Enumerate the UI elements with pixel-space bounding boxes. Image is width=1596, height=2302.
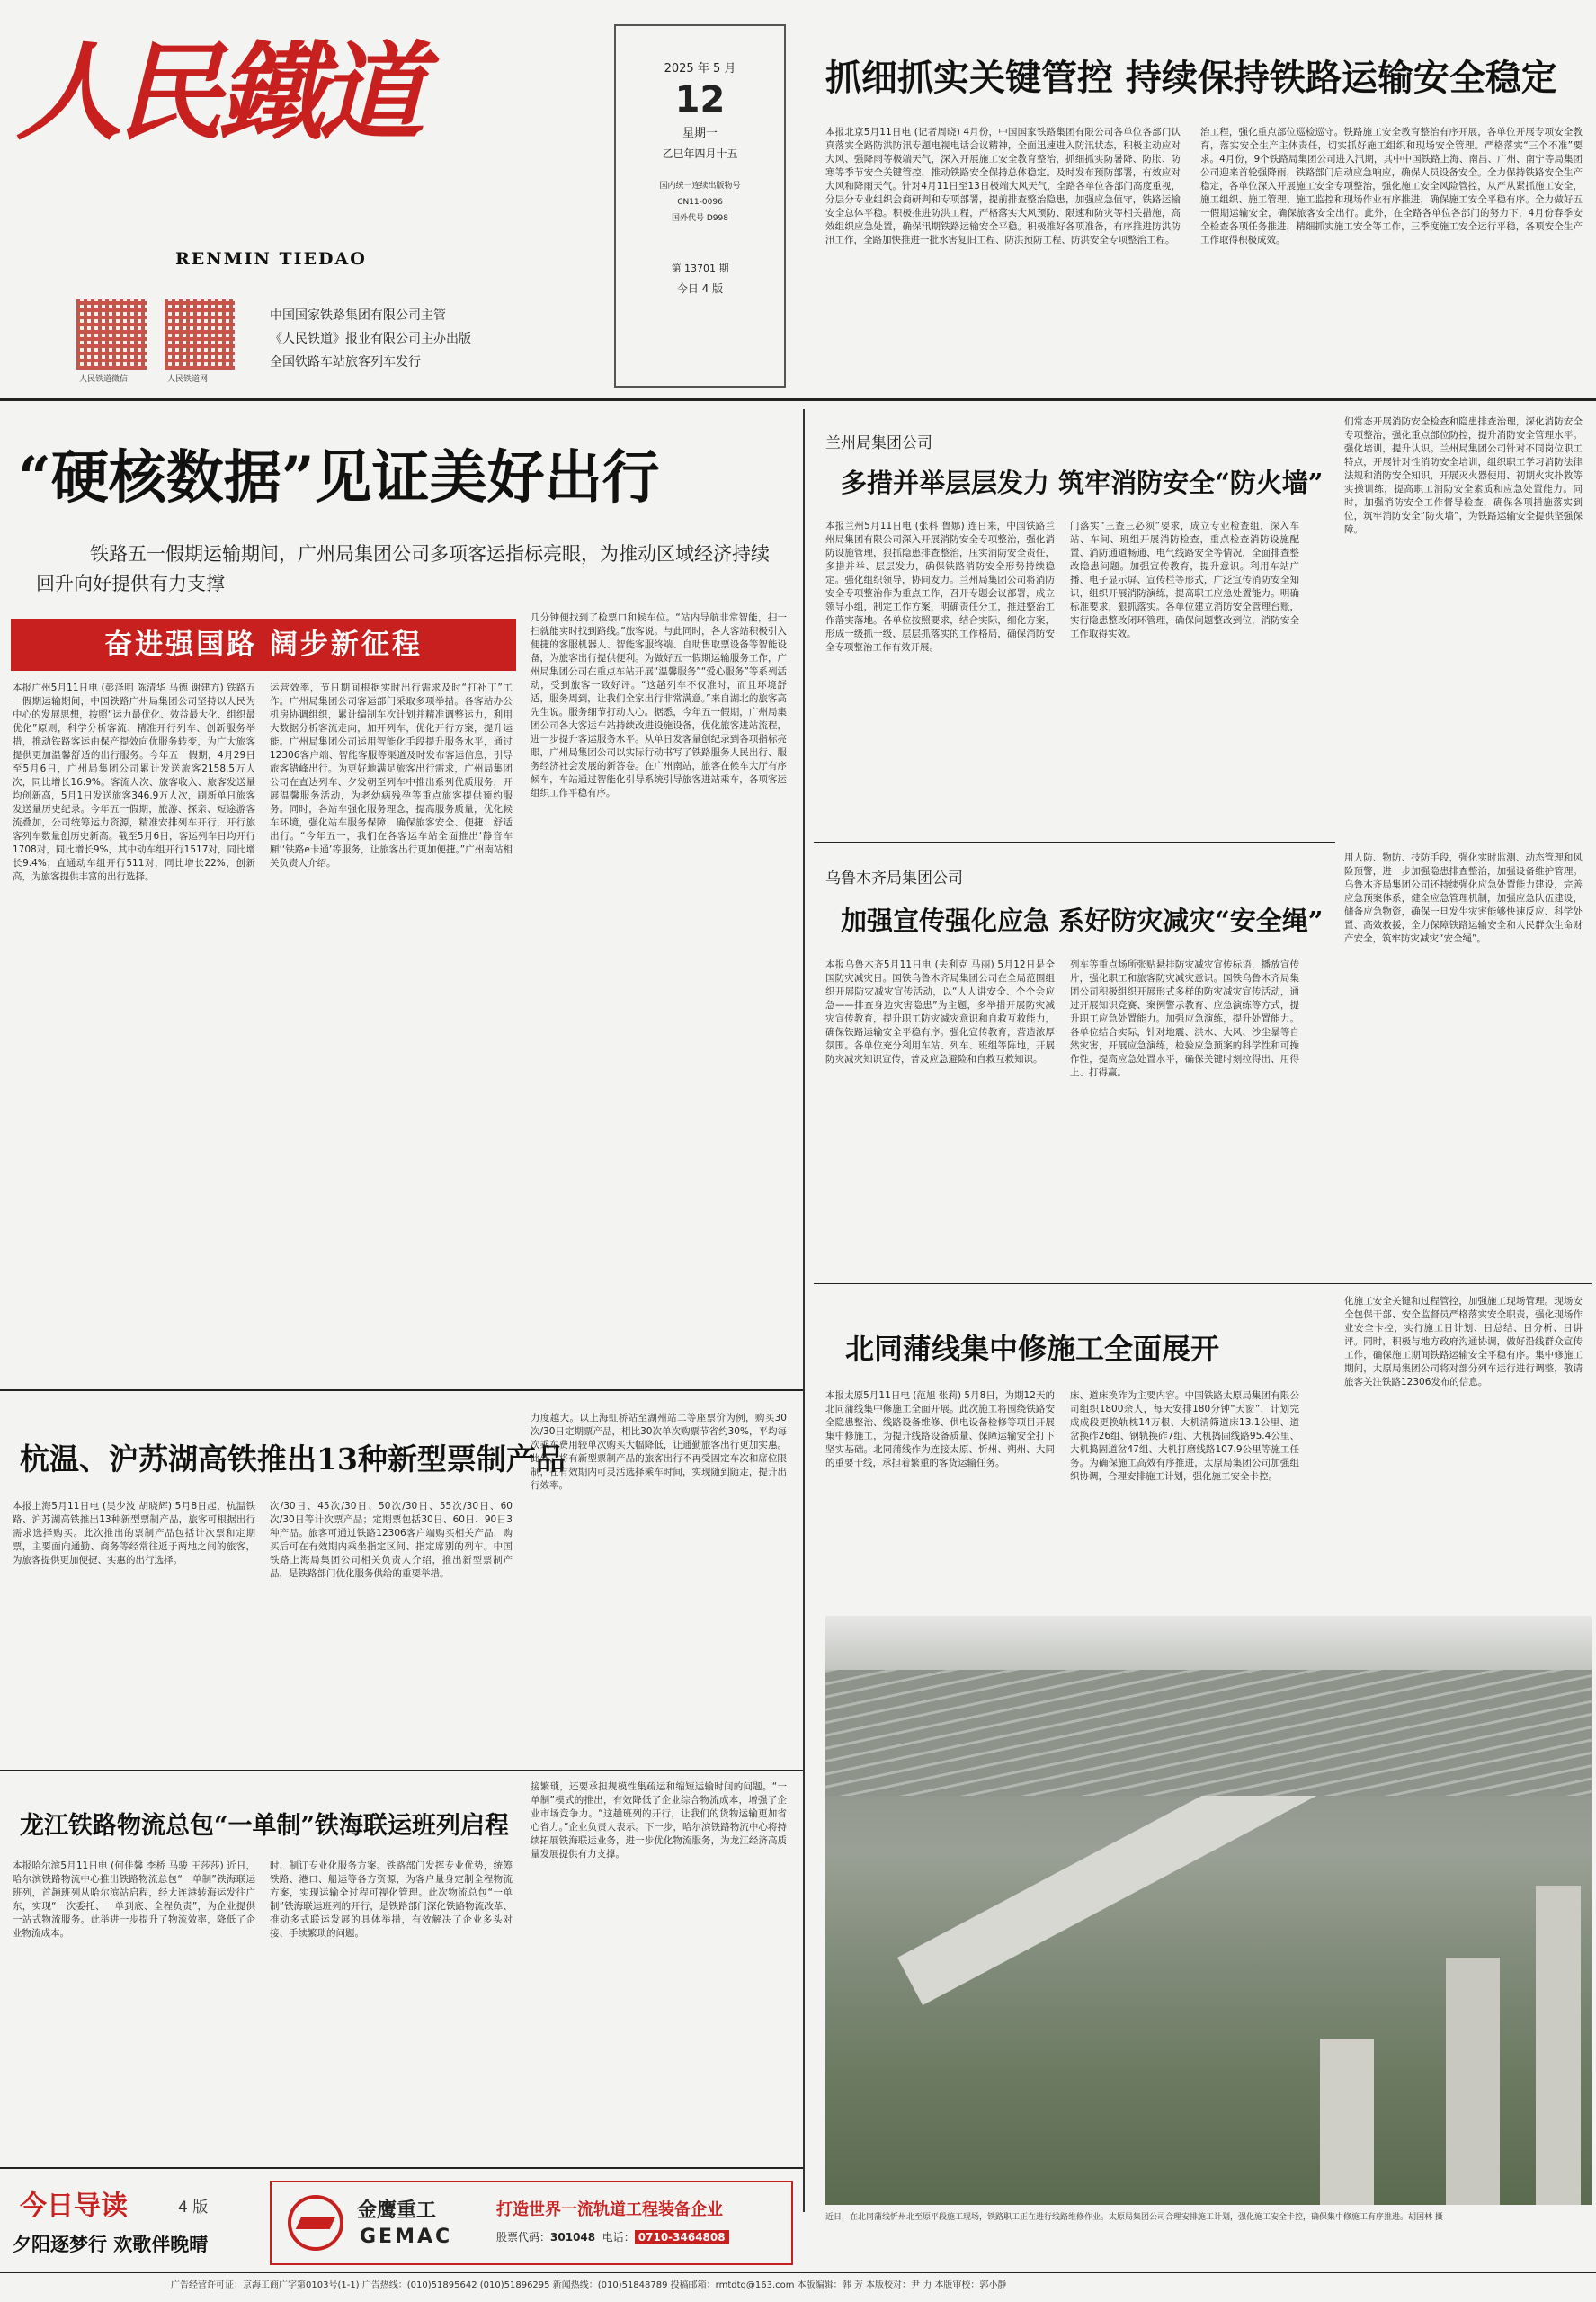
urumqi-col1: 本报乌鲁木齐5月11日电 (夫利克 马丽) 5月12日是全国防灾减灾日。国铁乌鲁木齐局集团公司在全局范围组织开展防灾减灾宣传活动，以“人人讲安全、个个会应急——排查身边灾害隐患”为主题，多举措开展防灾减灾宣传教育，提升职工防灾减灾意识和自救互救能力，确保铁路运输安全平稳有序。强化宣传教育，营造浓厚氛围。各单位充分利用车站、列车、班组等阵地，开展防灾减灾知识宣传，普及应急避险和自救互救知识。 [825,959,1055,1065]
ad-phone: 0710-3464808 [635,2230,729,2244]
ad-stock-label: 股票代码： [496,2231,551,2244]
publication-code: 国内统一连续出版物号 [659,182,741,191]
masthead-pinyin: RENMIN TIEDAO [175,249,367,269]
ad-slogan: 打造世界一流轨道工程装备企业 [496,2200,723,2219]
bridge-pier [1320,2039,1374,2205]
ad-brand-cn: 金鹰重工 [357,2199,437,2222]
ad-stock-code: 301048 [550,2231,596,2244]
wechat-qr-icon [76,299,147,370]
main-headline: “硬核数据”见证美好出行 [18,444,660,512]
footer-divider [0,2272,1596,2273]
longjiang-col2: 时、制订专业化服务方案。铁路部门发挥专业优势，统筹铁路、港口、船运等各方资源，为客户量身定制全程物流方案，实现运输全过程可视化管理。此次物流总包“一单制”铁海联运班列的开行，是铁路部门深化铁路物流改革、推动多式联运发展的具体举措，有效解决了企业多头对接、手续繁琐的问题。 [270,1860,513,1939]
lanzhou-col1: 本报兰州5月11日电 (张科 鲁娜) 连日来，中国铁路兰州局集团有限公司深入开展消防安全专项整治，强化消防设施管理，狠抓隐患排查整治，压实消防安全责任，多措并举、层层发力，确保铁路消防安全形势持续稳定。强化组织领导，协同发力。兰州局集团公司将消防安全专项整治作为重点工作，召开专题会议部署，成立领导小组，制定工作方案，明确责任分工，推进整治工作落实落地。各单位按照要求，结合实际，细化方案，形成一级抓一级、层层抓落实的工作格局，确保消防安全专项整治工作有效开展。 [825,521,1055,653]
ad-phone-label: 电话： [602,2231,635,2244]
bridge-pier [1536,1886,1581,2205]
urumqi-col3: 用人防、物防、技防手段，强化实时监测、动态管理和风险预警，进一步加强隐患排查整治，加强设备维护管理。乌鲁木齐局集团公司还持续强化应急处置能力建设，完善应急预案体系，健全应急管理机制，加强应急队伍建设，储备应急物资，确保一旦发生灾害能够快速反应、科学处置、高效救援，全力保障铁路运输安全和人民群众生命财产安全，筑牢防灾减灾“安全绳”。 [1344,852,1583,944]
rail-yard [825,1670,1592,1796]
urumqi-col2: 列车等重点场所张贴悬挂防灾减灾宣传标语，播放宣传片，强化职工和旅客防灾减灾意识。国铁乌鲁木齐局集团公司积极组织开展形式多样的防灾减灾宣传活动，通过开展知识竞赛、案例警示教育、应急演练等方式，提升职工应急处置能力。加强应急演练，提升处置能力。各单位结合实际，针对地震、洪水、大风、沙尘暴等自然灾害，开展应急演练，检验应急预案的科学性和可操作性，提高应急处置水平，确保关键时刻拉得出、用得上、打得赢。 [1070,959,1299,1078]
beitong-col3: 化施工安全关键和过程管控，加强施工现场管理。现场安全包保干部、安全监督员严格落实安全职责，强化现场作业安全卡控，实行施工日计划、日总结、日分析、日讲评。同时，积极与地方政府沟通协调，做好沿线群众宣传工作，确保施工期间铁路运输安全平稳有序。集中修施工期间，太原局集团公司将对部分列车运行进行调整，敬请旅客关注铁路12306发布的信息。 [1344,1296,1583,1387]
footer-info: 广告经营许可证：京海工商广字第0103号(1-1) 广告热线：(010)51895642 (010)51896295 新闻热线：(010)51848789 投稿邮箱：rmtdtg@163.com 本版编辑：韩 芳 本版校对：尹 力 本版审校：郭小静 [171,2280,1007,2290]
main-col3: 几分钟便找到了检票口和候车位。“站内导航非常智能，扫一扫就能实时找到路线。”旅客说。与此同时，各大客站积极引入便捷的客服机器人、智能客服终端、自助售取票设备等智能设备，为旅客出行提供便利。为做好五一假期运输服务工作，广州局集团公司在重点车站开展“温馨服务”“爱心服务”等系列活动，受到旅客一致好评。“这趟列车不仅准时，而且环境舒适，服务周到，让我们全家出行非常满意。”来自湖北的旅客高先生说。服务细节打动人心。据悉，今年五一假期，广州局集团公司各大客运车站持续改进设施设备，优化旅客进站流程，进一步提升客运服务水平。从单日发客量创纪录到各项指标亮眼，广州局集团公司以实际行动书写了铁路服务人民出行、服务经济社会发展的新答卷。在广州南站，旅客在候车大厅有序候车，车站通过智能化引导系统引导旅客进站乘车，各项客运组织工作平稳有序。 [531,612,787,799]
beitong-headline: 北同蒲线集中修施工全面展开 [845,1332,1220,1366]
hangwen-headline: 杭温、沪苏湖高铁推出13种新型票制产品 [20,1441,566,1477]
lanzhou-col2: 门落实“三查三必须”要求，成立专业检查组，深入车站、车间、班组开展消防检查，重点检查消防设施配置、消防通道畅通、电气线路安全等情况，全面排查整改隐患问题。加强宣传教育，提升意识。利用车站广播、电子显示屏、宣传栏等形式，广泛宣传消防安全知识，组织开展消防演练，提高职工应急处置能力。明确标准要求，狠抓落实。各单位建立消防安全管理台账，实行隐患整改闭环管理，确保问题整改到位，消防安全工作取得实效。 [1070,521,1299,639]
ad-brand-en: GEMAC [360,2226,453,2248]
weekday: 星期一 [682,127,718,140]
cn-number: CN11-0096 [677,198,723,207]
hangwen-col2: 次/30日、45次/30日、50次/30日、55次/30日、60次/30日等计次票产品；定期票包括30日、60日、90日3种产品。旅客可通过铁路12306客户端购买相关产品，购买后可在有效期内乘坐指定区间、指定席别的列车。中国铁路上海局集团公司相关负责人介绍，推出新型票制产品，是铁路部门优化服务供给的重要举措。 [270,1501,513,1579]
urumqi-section: 乌鲁木齐局集团公司 [825,870,963,888]
column-divider [803,409,805,2212]
photo-caption: 近日，在北同蒲线忻州北至原平段施工现场，铁路职工正在进行线路维修作业。太原局集团公司合理安排施工计划，强化施工安全卡控，确保集中修施工有序推进。胡国林 摄 [825,2213,1443,2222]
longjiang-col1: 本报哈尔滨5月11日电 (何佳馨 李桥 马骏 王莎莎) 近日，哈尔滨铁路物流中心推出铁路物流总包“一单制”铁海联运班列，首趟班列从哈尔滨站启程，经大连港转海运发往广东，实现“一次委托、一单到底、全程负责”，为企业提供一站式物流服务。此举进一步提升了物流效率，降低了企业物流成本。 [13,1860,255,1939]
qr1-label: 人民铁道微信 [79,375,129,384]
today-guide-page: 4 版 [178,2199,209,2217]
foreign-code: 国外代号 D998 [672,214,728,223]
publisher-line: 中国国家铁路集团有限公司主管 [270,308,446,323]
masthead-divider [0,398,1596,401]
section-divider [0,1770,803,1771]
beitong-col2: 床、道床换砟为主要内容。中国铁路太原局集团有限公司组织1800余人，每天安排180分钟“天窗”，计划完成成段更换轨枕14万根、大机清筛道床13.1公里、道岔换砟26组、钢轨换砟7组、大机捣固线路95.4公里、大机捣固道岔47组、大机打磨线路107.9公里等施工任务。为确保施工高效有序推进，太原局集团公司加强组织协调，合理安排施工计划，强化施工安全卡控。 [1070,1390,1299,1482]
section-divider [814,1283,1592,1284]
today-guide-item[interactable]: 夕阳逐梦行 欢歌伴晚晴 [13,2233,209,2255]
lanzhou-col3: 们常态开展消防安全检查和隐患排查治理，深化消防安全专项整治，强化重点部位防控，提升消防安全管理水平。强化培训，提升认识。兰州局集团公司针对不同岗位职工特点，开展针对性消防安全培训，组织职工学习消防法律法规和消防安全知识，开展灭火器使用、初期火灾扑救等实操训练，提高职工消防安全素质和应急处置能力。同时，加强消防安全工作督导检查，确保各项措施落实到位，筑牢消防安全“防火墙”，为铁路运输安全提供坚强保障。 [1344,416,1583,535]
gemac-advertisement [270,2181,793,2265]
bottom-divider [0,2167,803,2169]
date-day: 12 [674,79,726,120]
main-subhead: 铁路五一假期运输期间，广州局集团公司多项客运指标亮眼，为推动区域经济持续回升向好提供有力支撑 [36,543,770,594]
eagle-icon [296,2217,336,2229]
section-divider [0,1389,803,1391]
publisher-line: 《人民铁道》报业有限公司主办出版 [270,332,471,346]
today-guide-label: 今日导读 [20,2190,128,2222]
lanzhou-section: 兰州局集团公司 [825,434,932,452]
bridge-pier [1446,1958,1500,2205]
lanzhou-headline: 多措并举层层发力 筑牢消防安全“防火墙” [841,468,1324,498]
gemac-logo-icon [288,2195,343,2251]
section-divider [814,842,1335,843]
date-box [614,24,786,388]
date-year-month: 2025 年 5 月 [664,62,736,76]
main-col1: 本报广州5月11日电 (彭泽明 陈清华 马德 谢建方) 铁路五一假期运输期间，中国铁路广州局集团公司坚持以人民为中心的发展思想，按照“运力最优化、效益最大化、组织最优化”原则，科学分析客流、精准开行列车、创新服务举措，推动铁路客运由保产提效向优服务转变，为广大旅客提供更加温馨舒适的出行服务。今年五一假期，4月29日至5月6日，广州局集团公司累计发送旅客2158.5万人次，同比增长16.9%。客流人次、旅客收入、旅客发送量均创新高，5月1日发送旅客346.9万人次，刷新单日旅客发送量历史纪录。今年五一假期，旅游、探亲、短途游客流叠加，公司统筹运力资源，精准安排列车开行，开行旅客列车数量创历史新高。截至5月6日，客运列车日均开行1708对，同比增长9%，其中动车组开行1517对，同比增长9.4%；直通动车组开行511对，同比增长22%，创新高，为旅客提供丰富的出行选择。 [13,683,255,882]
ad-contact [496,2229,729,2244]
main-banner: 奋进强国路 阔步新征程 [11,619,516,671]
lunar-date: 乙巳年四月十五 [662,147,738,160]
publisher-info [270,304,557,374]
urumqi-headline: 加强宣传强化应急 系好防灾减灾“安全绳” [841,906,1324,936]
top-story-col1: 本报北京5月11日电 (记者周晓) 4月份，中国国家铁路集团有限公司各单位各部门认真落实全路防洪防汛专题电视电话会议精神，全面迅速进入防汛状态，积极主动应对大风、强降雨等极端天气，深入开展施工安全教育整治，抓细抓实防暑降、防胀、防寒等季节安全关键管控，推动铁路安全保持总体稳定。及时发布预防部署，有效应对大风和降雨天气。针对4月11日至13日极端大风天气，全路各单位各部门高度重视，分层分专业组织会商研判和专项部署，提前排查整治隐患，加强应急值守，铁路运输安全总体平稳。积极推进防洪工程，严格落实大风预防、限速和防灾等相关措施，高效组织应急处置，确保汛期铁路运输安全平稳。积极推好各项准备，有序推进防洪防汛工作，全路加快推进一批水害复旧工程、防洪预防工程、防洪安全专项整治工程。 [825,127,1181,245]
longjiang-headline: 龙江铁路物流总包“一单制”铁海联运班列启程 [20,1812,510,1840]
publisher-line: 全国铁路车站旅客列车发行 [270,355,421,370]
hangwen-col3: 力度越大。以上海虹桥站至湖州站二等座票价为例，购买30次/30日定期票产品，相比30次单次购票节省约30%，平均每次乘车费用较单次购买大幅降低，让通勤旅客出行更加实惠。此外，将有新型票制产品的旅客出行不再受固定车次和席位限制，在有效期内可灵活选择乘车时间，实现随到随走，提升出行效率。 [531,1413,787,1491]
top-story-headline: 抓细抓实关键管控 持续保持铁路运输安全稳定 [825,57,1557,99]
beitong-col1: 本报太原5月11日电 (范旭 张莉) 5月8日，为期12天的北同蒲线集中修施工全面开展。此次施工将围绕铁路安全隐患整治、线路设备维修、供电设备检修等项目开展集中修施工，为提升线路设备质量、保障运输安全打下坚实基础。北同蒲线作为连接太原、忻州、朔州、大同的重要干线，承担着繁重的客货运输任务。 [825,1390,1055,1468]
top-story-col2: 治工程，强化重点部位巡检巡守。铁路施工安全教育整治有序开展，各单位开展专项安全教育，落实安全生产主体责任，切实抓好施工组织和现场安全管理。严格落实“三个不准”要求。4月份，9个铁路局集团公司进入汛期，其中中国铁路上海、南昌、广州、南宁等局集团公司迎来首轮强降雨，铁路部门启动应急响应，确保人员设备安全。全力保持铁路安全生产稳定，各单位深入开展施工安全专项整治，强化施工安全风险管控，从严从紧抓施工安全，施工组织、施工管理、施工监控和现场作业有序推进，确保施工安全平稳有序。全力做好五一假期运输安全，确保旅客安全出行。此外，在全路各单位各部门的努力下，4月份春季安全检查各项任务推进，精细抓实施工安全等工作，三季度施工安全运行平稳，各项安全生产工作取得积极成效。 [1200,127,1583,245]
pages-today: 今日 4 版 [676,282,724,295]
hangwen-col1: 本报上海5月11日电 (吴少波 胡晓辉) 5月8日起，杭温铁路、沪苏湖高铁推出13种新型票制产品，旅客可根据出行需求选择购买。此次推出的票制产品包括计次票和定期票，主要面向通勤、商务等经常往返于两地之间的旅客，为旅客提供更加便捷、实惠的出行选择。 [13,1501,255,1566]
distant-buildings [825,1616,1592,1670]
main-col2: 运营效率，节日期间根据实时出行需求及时“打补丁”工作。广州局集团公司客运部门采取多项举措。各客站办公机房协调组织，累计编制车次计划并精准调整运力，利用大数据分析客流走向，加开列车，优化开行方案，提升运能。广州局集团公司运用智能化手段提升服务水平，通过12306客户端、智能客服等渠道及时发布客运信息，引导旅客错峰出行。为更好地满足旅客出行需求，广州局集团公司在直达列车、夕发朝至列车中推出系列优质服务，开展温馨服务活动，为老幼病残孕等重点旅客提供预约服务。同时，各站车强化服务理念，提高服务质量，优化候车环境，强化站车服务保障，确保旅客安全、便捷、舒适出行。“今年五一，我们在各客运车站全面推出‘静音车厢’‘铁路e卡通’等服务，让旅客出行更加便捷。”广州南站相关负责人介绍。 [270,683,513,869]
longjiang-col3: 接繁琐，还要承担规模性集疏运和缩短运输时间的问题。“一单制”模式的推出，有效降低了企业综合物流成本，增强了企业市场竞争力。“这趟班列的开行，让我们的货物运输更加省心省力。”企业负责人表示。下一步，哈尔滨铁路物流中心将持续拓展铁海联运业务，进一步优化物流服务，为龙江经济高质量发展提供有力支撑。 [531,1781,787,1860]
masthead-title: 人民鐵道 [16,30,420,155]
railway-construction-photo [825,1616,1592,2205]
website-qr-icon [165,299,235,370]
qr2-label: 人民铁道网 [167,375,209,384]
issue-number: 第 13701 期 [671,263,729,274]
